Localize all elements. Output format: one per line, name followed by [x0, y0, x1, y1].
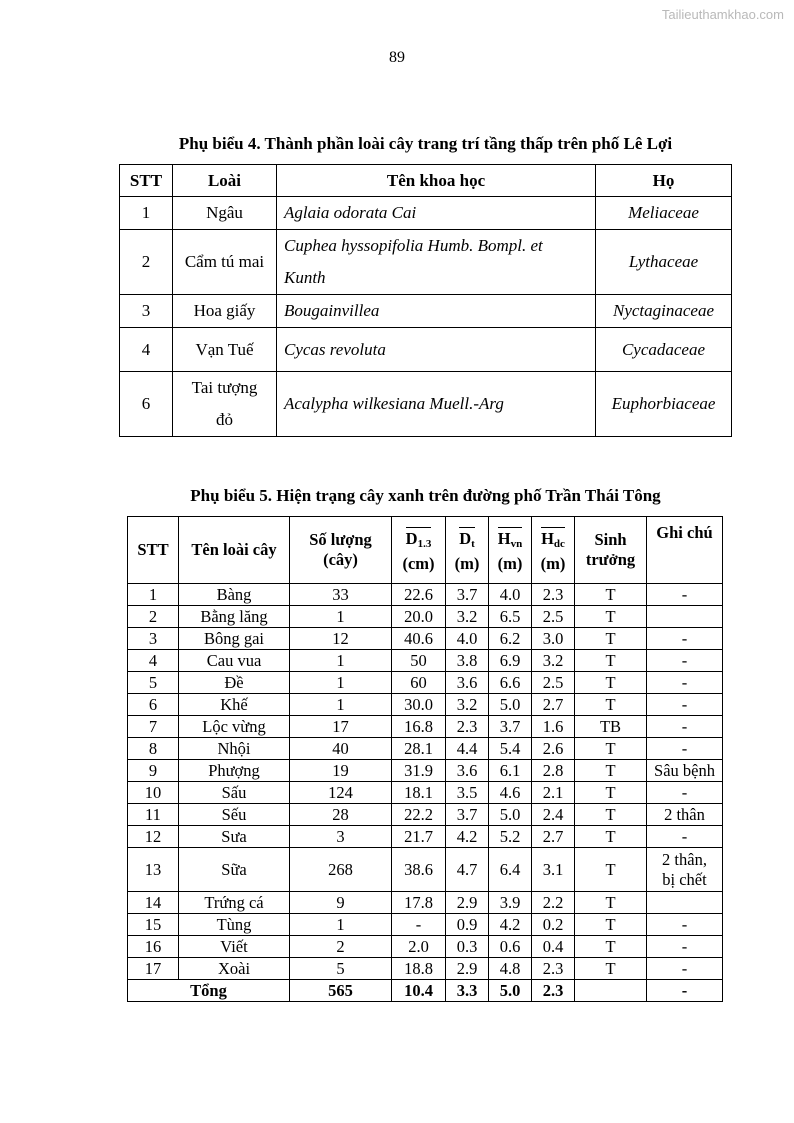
table-row	[120, 197, 732, 230]
cell-hvn: 6.2	[489, 628, 532, 650]
cell-dt: 3.6	[446, 672, 489, 694]
cell-family: Cycadaceae	[596, 328, 732, 372]
table-row	[128, 738, 723, 760]
cell-hdc: 3.1	[532, 848, 575, 892]
cell-family: Lythaceae	[596, 230, 732, 295]
table-row	[128, 760, 723, 782]
cell-count: 17	[290, 716, 392, 738]
cell-species: Vạn Tuế	[173, 328, 277, 372]
count-header-line-2: (cây)	[323, 550, 358, 569]
table4-header-family: Họ	[596, 165, 732, 197]
cell-stt: 10	[128, 782, 179, 804]
table-row	[120, 328, 732, 372]
cell-d13: 21.7	[392, 826, 446, 848]
cell-count: 2	[290, 936, 392, 958]
cell-note: 2 thân	[647, 804, 723, 826]
cell-d13: 20.0	[392, 606, 446, 628]
cell-hdc: 2.3	[532, 584, 575, 606]
table-row	[128, 782, 723, 804]
total-d13: 10.4	[392, 980, 446, 1002]
table4-caption: Phụ biểu 4. Thành phần loài cây trang trí tầng thấp trên phố Lê Lợi	[178, 134, 673, 153]
cell-stt: 16	[128, 936, 179, 958]
table-row	[128, 936, 723, 958]
cell-growth: T	[575, 892, 647, 914]
cell-d13: 18.1	[392, 782, 446, 804]
cell-count: 28	[290, 804, 392, 826]
total-dt: 3.3	[446, 980, 489, 1002]
cell-stt: 9	[128, 760, 179, 782]
cell-hdc: 3.2	[532, 650, 575, 672]
table-row	[128, 628, 723, 650]
cell-scientific-name: Bougainvillea	[277, 295, 596, 328]
cell-hdc: 0.4	[532, 936, 575, 958]
table5-header-d13	[392, 517, 446, 584]
cell-growth: T	[575, 628, 647, 650]
cell-species: Sưa	[179, 826, 290, 848]
cell-growth: T	[575, 936, 647, 958]
cell-species: Sếu	[179, 804, 290, 826]
cell-stt: 6	[128, 694, 179, 716]
table5-body	[128, 584, 723, 980]
cell-species	[173, 372, 277, 437]
cell-family: Euphorbiaceae	[596, 372, 732, 437]
cell-species: Xoài	[179, 958, 290, 980]
cell-species: Bàng	[179, 584, 290, 606]
cell-growth: TB	[575, 716, 647, 738]
cell-note: -	[647, 650, 723, 672]
table-row	[128, 914, 723, 936]
hvn-header-unit: (m)	[497, 553, 523, 573]
cell-count: 1	[290, 606, 392, 628]
cell-stt: 3	[128, 628, 179, 650]
cell-hdc: 2.4	[532, 804, 575, 826]
cell-hvn: 0.6	[489, 936, 532, 958]
cell-hdc: 2.5	[532, 672, 575, 694]
cell-dt: 4.4	[446, 738, 489, 760]
cell-count: 124	[290, 782, 392, 804]
cell-note: -	[647, 584, 723, 606]
cell-count: 5	[290, 958, 392, 980]
cell-species: Khế	[179, 694, 290, 716]
cell-growth: T	[575, 914, 647, 936]
cell-count: 40	[290, 738, 392, 760]
page-number: 89	[389, 49, 405, 66]
cell-stt: 14	[128, 892, 179, 914]
table-row	[128, 672, 723, 694]
cell-hdc: 2.3	[532, 958, 575, 980]
hdc-header-symbol: $H_{dc}$	[541, 527, 565, 554]
table5-header-stt: STT	[128, 517, 179, 584]
cell-note: -	[647, 826, 723, 848]
cell-hdc: 2.5	[532, 606, 575, 628]
table5	[127, 516, 723, 1002]
cell-scientific-name: Aglaia odorata Cai	[277, 197, 596, 230]
cell-d13: 31.9	[392, 760, 446, 782]
cell-species: Đề	[179, 672, 290, 694]
cell-count: 3	[290, 826, 392, 848]
cell-note	[647, 606, 723, 628]
cell-note	[647, 848, 723, 892]
cell-scientific-name: Cycas revoluta	[277, 328, 596, 372]
species-line-1: Tai tượng	[191, 378, 258, 397]
cell-stt: 12	[128, 826, 179, 848]
cell-dt: 0.3	[446, 936, 489, 958]
cell-hvn: 5.0	[489, 694, 532, 716]
cell-count: 1	[290, 914, 392, 936]
table5-header-row	[128, 517, 723, 584]
cell-species: Viết	[179, 936, 290, 958]
cell-dt: 2.3	[446, 716, 489, 738]
cell-count: 1	[290, 650, 392, 672]
cell-dt: 3.7	[446, 584, 489, 606]
cell-species: Ngâu	[173, 197, 277, 230]
table-row	[128, 804, 723, 826]
table-row	[128, 584, 723, 606]
cell-dt: 3.7	[446, 804, 489, 826]
cell-stt: 4	[120, 328, 173, 372]
scientific-name-line-1: Cuphea hyssopifolia Humb. Bompl. et	[284, 236, 543, 255]
cell-dt: 2.9	[446, 892, 489, 914]
cell-dt: 2.9	[446, 958, 489, 980]
cell-growth: T	[575, 738, 647, 760]
cell-hdc: 2.2	[532, 892, 575, 914]
cell-species: Bông gai	[179, 628, 290, 650]
table-row	[128, 826, 723, 848]
cell-hvn: 4.2	[489, 914, 532, 936]
cell-dt: 3.5	[446, 782, 489, 804]
cell-dt: 4.2	[446, 826, 489, 848]
d13-header-symbol: $D_{1.3}$	[406, 527, 432, 554]
cell-dt: 4.7	[446, 848, 489, 892]
cell-stt: 15	[128, 914, 179, 936]
cell-species: Tùng	[179, 914, 290, 936]
table4-header-stt: STT	[120, 165, 173, 197]
cell-hvn: 5.0	[489, 804, 532, 826]
cell-hvn: 6.9	[489, 650, 532, 672]
scientific-name-line-2: Kunth	[284, 268, 326, 287]
cell-growth: T	[575, 804, 647, 826]
table5-header-hvn	[489, 517, 532, 584]
cell-species: Cau vua	[179, 650, 290, 672]
cell-hdc: 2.7	[532, 694, 575, 716]
cell-d13: 18.8	[392, 958, 446, 980]
cell-growth: T	[575, 782, 647, 804]
cell-hvn: 5.4	[489, 738, 532, 760]
cell-hdc: 2.1	[532, 782, 575, 804]
cell-dt: 3.2	[446, 694, 489, 716]
growth-header-line-1: Sinh	[594, 530, 627, 549]
total-hvn: 5.0	[489, 980, 532, 1002]
watermark: Tailieuthamkhao.com	[661, 7, 784, 22]
cell-d13: 17.8	[392, 892, 446, 914]
cell-hvn: 6.1	[489, 760, 532, 782]
cell-species: Hoa giấy	[173, 295, 277, 328]
table-row	[120, 230, 732, 295]
cell-hvn: 6.5	[489, 606, 532, 628]
cell-hdc: 3.0	[532, 628, 575, 650]
table-row	[128, 606, 723, 628]
cell-species: Trứng cá	[179, 892, 290, 914]
cell-d13: 16.8	[392, 716, 446, 738]
cell-d13: 50	[392, 650, 446, 672]
cell-growth: T	[575, 826, 647, 848]
cell-scientific-name	[277, 230, 596, 295]
cell-stt: 7	[128, 716, 179, 738]
cell-d13: 30.0	[392, 694, 446, 716]
cell-d13: 2.0	[392, 936, 446, 958]
cell-hdc: 2.8	[532, 760, 575, 782]
cell-stt: 2	[128, 606, 179, 628]
cell-hvn: 3.7	[489, 716, 532, 738]
cell-hvn: 6.6	[489, 672, 532, 694]
cell-stt: 8	[128, 738, 179, 760]
cell-d13: 22.2	[392, 804, 446, 826]
table4	[119, 164, 732, 437]
dt-header-unit: (m)	[454, 553, 480, 573]
cell-note: -	[647, 738, 723, 760]
cell-count: 1	[290, 672, 392, 694]
cell-scientific-name: Acalypha wilkesiana Muell.-Arg	[277, 372, 596, 437]
cell-growth: T	[575, 584, 647, 606]
cell-d13: 22.6	[392, 584, 446, 606]
total-label: Tổng	[128, 980, 290, 1002]
table4-header-species: Loài	[173, 165, 277, 197]
cell-dt: 0.9	[446, 914, 489, 936]
cell-hdc: 2.6	[532, 738, 575, 760]
cell-growth: T	[575, 848, 647, 892]
cell-d13: 28.1	[392, 738, 446, 760]
cell-note: -	[647, 672, 723, 694]
table4-header-row	[120, 165, 732, 197]
cell-hvn: 4.0	[489, 584, 532, 606]
total-growth	[575, 980, 647, 1002]
cell-note: -	[647, 716, 723, 738]
table5-caption: Phụ biểu 5. Hiện trạng cây xanh trên đường phố Trần Thái Tông	[190, 486, 661, 505]
cell-hdc: 2.7	[532, 826, 575, 848]
table-row	[120, 372, 732, 437]
cell-hvn: 4.8	[489, 958, 532, 980]
cell-growth: T	[575, 672, 647, 694]
cell-note: -	[647, 694, 723, 716]
growth-header-line-2: trưởng	[585, 550, 636, 569]
table-row	[128, 892, 723, 914]
table-row	[128, 716, 723, 738]
cell-species: Sữa	[179, 848, 290, 892]
cell-stt: 5	[128, 672, 179, 694]
cell-count: 33	[290, 584, 392, 606]
cell-growth: T	[575, 606, 647, 628]
cell-stt: 4	[128, 650, 179, 672]
table5-header-dt	[446, 517, 489, 584]
table5-total-row	[128, 980, 723, 1002]
cell-growth: T	[575, 760, 647, 782]
table-row	[128, 650, 723, 672]
table5-header-note: Ghi chú	[647, 517, 723, 584]
note-line-1: 2 thân,	[662, 849, 707, 869]
total-hdc: 2.3	[532, 980, 575, 1002]
cell-count: 268	[290, 848, 392, 892]
cell-stt: 1	[120, 197, 173, 230]
cell-stt: 11	[128, 804, 179, 826]
table5-header-growth	[575, 517, 647, 584]
cell-stt: 17	[128, 958, 179, 980]
table-row	[128, 848, 723, 892]
table5-header-count	[290, 517, 392, 584]
cell-note: -	[647, 958, 723, 980]
table4-header-scientific-name: Tên khoa học	[277, 165, 596, 197]
cell-count: 12	[290, 628, 392, 650]
cell-hvn: 4.6	[489, 782, 532, 804]
cell-growth: T	[575, 650, 647, 672]
table-row	[128, 958, 723, 980]
table-row	[128, 694, 723, 716]
table-row	[120, 295, 732, 328]
table5-header-hdc	[532, 517, 575, 584]
cell-dt: 3.2	[446, 606, 489, 628]
cell-species: Lộc vừng	[179, 716, 290, 738]
cell-hvn: 5.2	[489, 826, 532, 848]
cell-hdc: 1.6	[532, 716, 575, 738]
cell-hdc: 0.2	[532, 914, 575, 936]
cell-dt: 4.0	[446, 628, 489, 650]
cell-d13: 60	[392, 672, 446, 694]
cell-hvn: 6.4	[489, 848, 532, 892]
cell-note: Sâu bệnh	[647, 760, 723, 782]
cell-stt: 3	[120, 295, 173, 328]
cell-species: Sấu	[179, 782, 290, 804]
cell-growth: T	[575, 958, 647, 980]
table5-header-species: Tên loài cây	[179, 517, 290, 584]
d13-header-unit: (cm)	[402, 553, 435, 573]
cell-family: Nyctaginaceae	[596, 295, 732, 328]
cell-d13: 40.6	[392, 628, 446, 650]
total-count: 565	[290, 980, 392, 1002]
note-line-2: bị chết	[662, 869, 707, 889]
cell-count: 1	[290, 694, 392, 716]
cell-note	[647, 892, 723, 914]
dt-header-symbol: $D_t$	[459, 527, 475, 554]
cell-stt: 6	[120, 372, 173, 437]
total-note: -	[647, 980, 723, 1002]
cell-stt: 2	[120, 230, 173, 295]
cell-count: 9	[290, 892, 392, 914]
cell-d13: -	[392, 914, 446, 936]
species-line-2: đỏ	[216, 410, 233, 429]
cell-note: -	[647, 628, 723, 650]
cell-family: Meliaceae	[596, 197, 732, 230]
cell-stt: 1	[128, 584, 179, 606]
cell-note: -	[647, 936, 723, 958]
cell-species: Bằng lăng	[179, 606, 290, 628]
cell-hvn: 3.9	[489, 892, 532, 914]
cell-species: Cẩm tú mai	[173, 230, 277, 295]
cell-note: -	[647, 914, 723, 936]
cell-dt: 3.8	[446, 650, 489, 672]
cell-dt: 3.6	[446, 760, 489, 782]
cell-d13: 38.6	[392, 848, 446, 892]
hdc-header-unit: (m)	[540, 553, 566, 573]
hvn-header-symbol: $H_{vn}$	[498, 527, 522, 554]
cell-stt: 13	[128, 848, 179, 892]
cell-growth: T	[575, 694, 647, 716]
cell-count: 19	[290, 760, 392, 782]
cell-note: -	[647, 782, 723, 804]
cell-species: Nhội	[179, 738, 290, 760]
count-header-line-1: Số lượng	[309, 530, 372, 549]
cell-species: Phượng	[179, 760, 290, 782]
